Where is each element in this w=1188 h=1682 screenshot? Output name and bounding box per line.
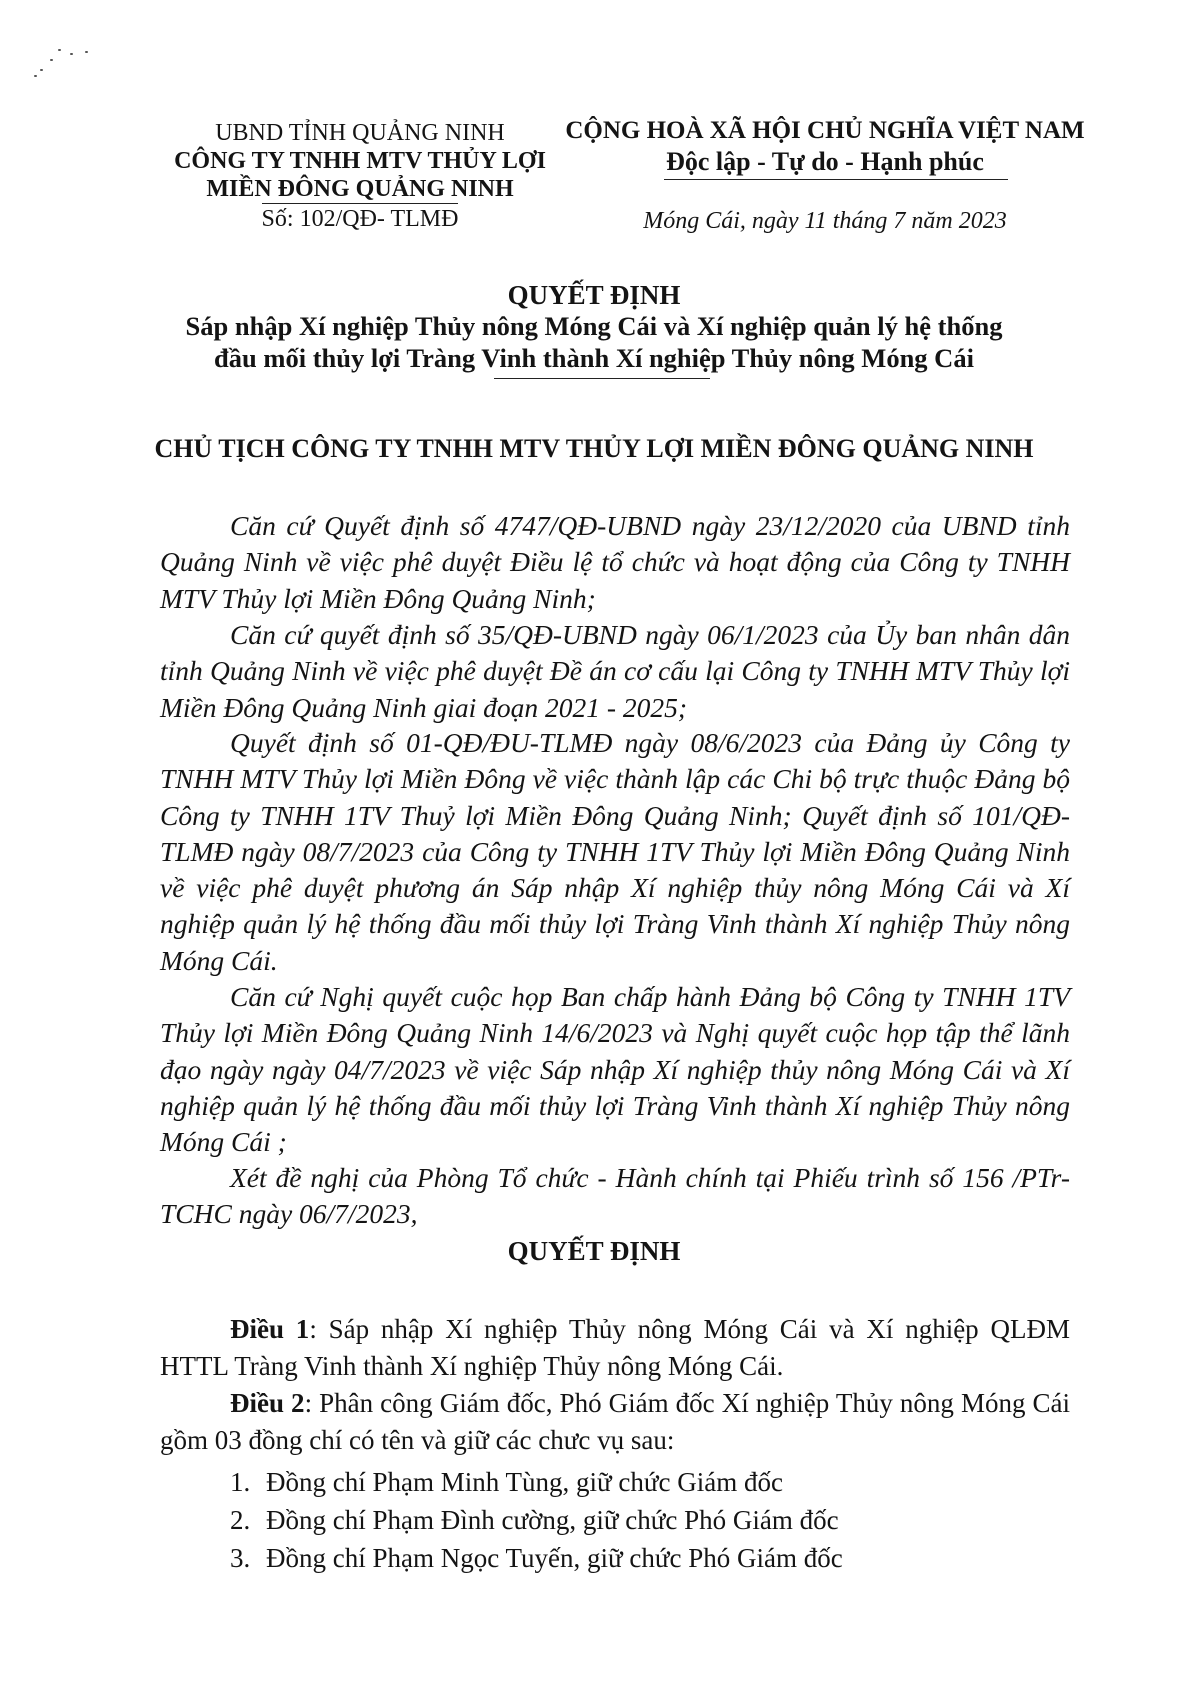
subject-underline [494,378,710,379]
legal-basis-1: Căn cứ Quyết định số 4747/QĐ-UBND ngày 23/12/2020 của UBND tỉnh Quảng Ninh về việc phê duyệt Điều lệ tổ chức và hoạt động của Công ty TNHH MTV Thủy lợi Miền Đông Quảng Ninh; [160,510,1070,614]
national-title: CỘNG HOÀ XÃ HỘI CHỦ NGHĨA VIỆT NAM [565,117,1085,144]
article-2-text: : Phân công Giám đốc, Phó Giám đốc Xí nghiệp Thủy nông Móng Cái gồm 03 đồng chí có tên và giữ các chưc vụ sau: [160,1388,1070,1455]
list-item-number: 1. [230,1467,251,1497]
company-name-line1: CÔNG TY TNHH MTV THỦY LỢI [174,148,546,174]
document-number: Số: 102/QĐ- TLMĐ [261,206,459,232]
article-1-label: Điều 1 [230,1314,310,1344]
member-list [230,1463,843,1577]
agency-name: UBND TỈNH QUẢNG NINH [215,120,505,146]
list-item-text: Đồng chí Phạm Đình cường, giữ chức Phó Giám đốc [266,1505,839,1535]
legal-basis-5: Xét đề nghị của Phòng Tổ chức - Hành chính tại Phiếu trình số 156 /PTr-TCHC ngày 06/7/2023, [160,1162,1070,1230]
list-item-text: Đồng chí Phạm Ngọc Tuyến, giữ chức Phó Giám đốc [266,1543,843,1573]
article-2-label: Điều 2 [230,1388,305,1418]
list-item-number: 3. [230,1543,251,1573]
decide-heading: QUYẾT ĐỊNH [507,1236,681,1266]
list-item-text: Đồng chí Phạm Minh Tùng, giữ chức Giám đốc [266,1467,783,1497]
scan-speck-mark [30,45,90,85]
company-name-line2: MIỀN ĐÔNG QUẢNG NINH [206,176,514,202]
legal-basis-3: Quyết định số 01-QĐ/ĐU-TLMĐ ngày 08/6/2023 của Đảng ủy Công ty TNHH MTV Thủy lợi Miền Đông về việc thành lập các Chi bộ trực thuộc Đảng bộ Công ty TNHH 1TV Thuỷ lợi Miền Đông Quảng Ninh; Quyết định số 101/QĐ-TLMĐ ngày 08/7/2023 của Công ty TNHH 1TV Thủy lợi Miền Đông Quảng Ninh về việc phê duyệt phương án Sáp nhập Xí nghiệp thủy nông Móng Cái và Xí nghiệp quản lý hệ thống đầu mối thủy lợi Tràng Vinh thành Xí nghiệp Thủy nông Móng Cái. [160,727,1070,976]
article-2 [160,1385,1070,1459]
motto-underline [664,179,1008,180]
company-underline [262,203,458,204]
list-item [230,1501,843,1539]
place-date: Móng Cái, ngày 11 tháng 7 năm 2023 [643,208,1007,234]
national-motto: Độc lập - Tự do - Hạnh phúc [666,147,984,176]
issuing-authority: CHỦ TỊCH CÔNG TY TNHH MTV THỦY LỢI MIỀN ĐÔNG QUẢNG NINH [154,434,1034,463]
list-item-number: 2. [230,1505,251,1535]
article-1-text: : Sáp nhập Xí nghiệp Thủy nông Móng Cái và Xí nghiệp QLĐM HTTL Tràng Vinh thành Xí nghiệp Thủy nông Móng Cái. [160,1314,1070,1381]
legal-basis-4: Căn cứ Nghị quyết cuộc họp Ban chấp hành Đảng bộ Công ty TNHH 1TV Thủy lợi Miền Đông Quảng Ninh 14/6/2023 và Nghị quyết cuộc họp tập thể lãnh đạo ngày ngày 04/7/2023 về việc Sáp nhập Xí nghiệp thủy nông Móng Cái và Xí nghiệp quản lý hệ thống đầu mối thủy lợi Tràng Vinh thành Xí nghiệp Thủy nông Móng Cái ; [160,981,1070,1158]
decision-subject-line2: đầu mối thủy lợi Tràng Vinh thành Xí nghiệp Thủy nông Móng Cái [214,343,974,373]
legal-basis-2: Căn cứ quyết định số 35/QĐ-UBND ngày 06/1/2023 của Ủy ban nhân dân tỉnh Quảng Ninh về việc phê duyệt Đề án cơ cấu lại Công ty TNHH MTV Thủy lợi Miền Đông Quảng Ninh giai đoạn 2021 - 2025; [160,619,1070,723]
list-item [230,1539,843,1577]
decision-title: QUYẾT ĐỊNH [507,280,681,310]
list-item [230,1463,843,1501]
article-1 [160,1311,1070,1385]
decision-subject-line1: Sáp nhập Xí nghiệp Thủy nông Móng Cái và Xí nghiệp quản lý hệ thống [185,311,1003,341]
